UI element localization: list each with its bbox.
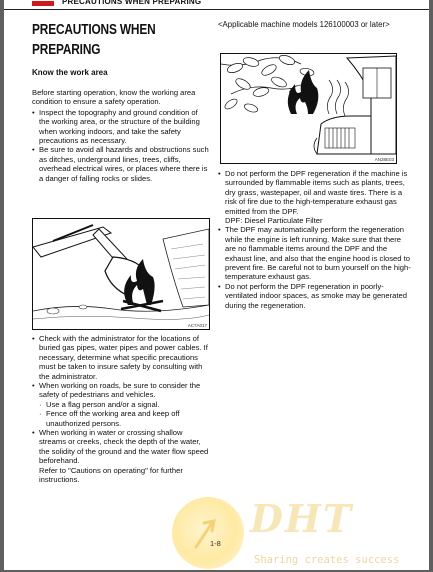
bullet-item: • Check with the administrator for the locations of buried gas pipes, water pipes and power cables. If necessary, determine what specific precautions must be taken to insure safety by consulting with the administrator. <box>32 334 210 381</box>
left-column-lower <box>32 333 210 485</box>
bullet-item-roads <box>32 381 210 428</box>
figure-code: AC7A017 <box>187 323 207 328</box>
bullet-list-bottom <box>32 334 210 485</box>
bullet-item: • Inspect the topography and ground condition of the working area, or the structure of the building when working indoors, and take the safety precautions as necessary. <box>32 108 210 146</box>
page-title-line1: PRECAUTIONS WHEN <box>32 22 156 38</box>
watermark-logo: DHT <box>250 496 354 541</box>
bullet-item: • The DPF may automatically perform the regeneration while the engine is left running. Make sure that there are no flammable items around the DPF and the exhaust line, and also that the engine hood is closed to prevent fire. Be careful not to burn yourself on the high-temperature exhaust gas. <box>218 225 414 281</box>
watermark-arrow-icon <box>172 497 244 569</box>
figure-excavator-hazard <box>32 218 210 330</box>
sub-item: · Use a flag person and/or a signal. <box>39 400 210 409</box>
header-bar <box>4 0 429 10</box>
header-red-marker <box>32 1 54 6</box>
water-text: When working in water or crossing shallow streams or creeks, check the depth of the water, the solidity of the ground and the water flow speed beforehand. <box>39 428 209 466</box>
applicable-models-note: <Applicable machine models 126100003 or later> <box>218 20 390 29</box>
page-number: 1-8 <box>210 539 221 548</box>
road-sub-list <box>39 400 210 428</box>
watermark-circle <box>172 497 244 569</box>
figure-dpf-flammable <box>220 53 397 164</box>
subheading: Know the work area <box>32 68 108 77</box>
left-column <box>32 20 210 183</box>
dpf-definition: DPF: Diesel Particulate Filter <box>225 216 323 226</box>
sub-item: · Fence off the working area and keep off unauthorized persons. <box>39 409 210 428</box>
bullet-list-top <box>32 108 210 183</box>
right-column-lower <box>218 168 414 310</box>
bullet-item: • Do not perform the DPF regeneration in poorly-ventilated indoor spaces, as smoke may be generated during the regeneration. <box>218 282 414 310</box>
watermark-slogan: Sharing creates success <box>254 554 400 566</box>
manual-page <box>4 0 429 570</box>
intro-paragraph: Before starting operation, know the working area condition to ensure a safety operation. <box>32 88 196 107</box>
bullet-item: • Be sure to avoid all hazards and obstructions such as ditches, underground lines, trees, cliffs, overhead electrical wires, or places where there is a danger of falling rocks or slides. <box>32 145 210 183</box>
page-title-line2: PREPARING <box>32 42 101 58</box>
bullet-item-water <box>32 428 210 484</box>
excavator-fire-illustration <box>33 219 209 329</box>
page-title <box>32 20 212 60</box>
right-column <box>218 20 414 30</box>
header-section-title: PRECAUTIONS WHEN PREPARING <box>62 0 202 6</box>
water-reference: Refer to "Cautions on operating" for further instructions. <box>39 465 183 485</box>
dpf-flammable-text: Do not perform the DPF regeneration if the machine is surrounded by flammable items such as plants, trees, dry grass, wastepaper, oil and waste tires. There is a risk of fire due to the high-temperature exhaust gas emitted from the DPF. <box>225 169 408 216</box>
dpf-fire-illustration <box>221 54 396 163</box>
road-safety-text: When working on roads, be sure to consider the safety of pedestrians and vehicles. <box>39 381 201 400</box>
bullet-item-dpf-flammable <box>218 169 414 225</box>
figure-code: AN38E03 <box>374 157 394 162</box>
dpf-bullet-list <box>218 169 414 310</box>
